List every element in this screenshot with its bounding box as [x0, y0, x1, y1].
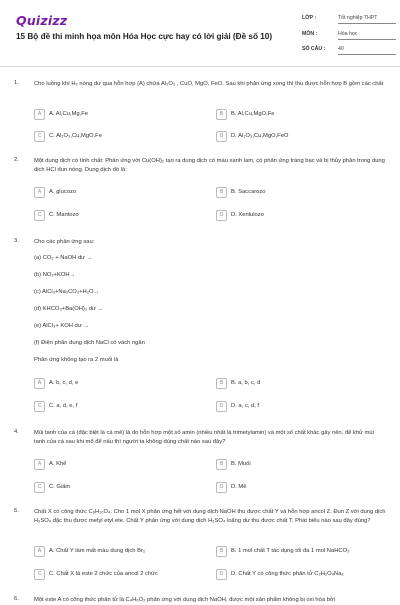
option-label: C. Mantozo — [49, 211, 79, 218]
option-c[interactable] — [34, 481, 210, 494]
option-letter: A — [34, 546, 45, 557]
meta-value: Tốt nghiệp THPT — [338, 15, 396, 24]
question-number: 4. — [14, 429, 19, 435]
option-label: A. Chất Y làm mất màu dung dịch Br₂ — [49, 547, 146, 554]
option-letter: C — [34, 482, 45, 493]
document-title: 15 Bộ đề thi minh họa môn Hóa Học cực hay có lời giải (Đề số 10) — [16, 32, 273, 41]
option-label: B. a, b, c, d — [231, 379, 261, 386]
option-letter: C — [34, 569, 45, 580]
option-label: A. Al,Cu,Mg,Fe — [49, 110, 88, 117]
option-label: B. Muối — [231, 460, 251, 467]
question-text: Cho luồng khí H₂ nóng dư qua hỗn hợp (A) chứa Al₂O₃ , CuO, MgO, FeO. Sau khi phản ứng xong thì thu được hỗn hợp B gồm các chất — [34, 81, 384, 87]
reaction-d: (d) KHCO₃+Ba(OH)₂ dư → — [34, 306, 104, 312]
option-c[interactable] — [34, 130, 210, 143]
question-prompt: Phản ứng không tạo ra 2 muối là — [34, 357, 119, 363]
option-letter: B — [216, 187, 227, 198]
header-divider — [0, 66, 400, 67]
question-number: 6. — [14, 596, 19, 602]
meta-value: Hóa học — [338, 31, 396, 40]
meta-key: SỐ CÂU : — [302, 46, 326, 52]
option-letter: B — [216, 378, 227, 389]
page-header — [0, 0, 400, 66]
option-a[interactable] — [34, 108, 210, 121]
meta-value: 40 — [338, 46, 396, 55]
option-d[interactable] — [216, 130, 392, 143]
option-c[interactable] — [34, 400, 210, 413]
meta-key: MÔN : — [302, 31, 318, 37]
option-label: A. Khế — [49, 460, 67, 467]
option-label: A. b, c, d, e — [49, 379, 79, 386]
reaction-b: (b) NO₂+KOH→ — [34, 272, 76, 278]
option-letter: A — [34, 459, 45, 470]
question-text: Chất X có công thức C₆H₁₀O₄. Cho 1 mol X phản ứng hết với dung dịch NaOH thu được chất Y và hỗn hợp ancol Z. Đun Z với dung dịch H₂SO₄ đặc thu được metyl etyl ete. Chất Y phản ứng với dung dịch H₂SO₄ loãng dư thu được chất T. Phát biểu nào sau đây đúng? — [34, 509, 386, 524]
question-text: Cho các phản ứng sau: — [34, 239, 95, 245]
option-c[interactable] — [34, 568, 210, 581]
option-a[interactable] — [34, 458, 210, 471]
option-b[interactable] — [216, 186, 392, 199]
option-d[interactable] — [216, 568, 392, 581]
option-label: B. 1 mol chất T tác dụng tối đa 1 mol NaHCO₃ — [231, 547, 350, 554]
option-letter: B — [216, 459, 227, 470]
option-letter: C — [34, 131, 45, 142]
reaction-c: (c) AlCl₃+Na₂CO₃+H₂O→ — [34, 289, 100, 295]
question-number: 3. — [14, 238, 19, 244]
option-label: C. Chất X là este 2 chức của ancol 2 chức — [49, 570, 158, 577]
option-label: D. a, c, d, f — [231, 402, 260, 409]
option-c[interactable] — [34, 209, 210, 222]
option-a[interactable] — [34, 545, 210, 558]
question-number: 2. — [14, 157, 19, 163]
option-a[interactable] — [34, 377, 210, 390]
option-letter: B — [216, 546, 227, 557]
option-label: C. Al₂O₃,Cu,MgO,Fe — [49, 132, 102, 139]
option-letter: D — [216, 482, 227, 493]
option-d[interactable] — [216, 209, 392, 222]
option-b[interactable] — [216, 108, 392, 121]
meta-key: LỚP : — [302, 15, 317, 21]
option-letter: D — [216, 131, 227, 142]
option-label: B. Al,Cu,MgO,Fe — [231, 110, 275, 117]
quizizz-logo: Quizizz — [16, 13, 68, 28]
option-b[interactable] — [216, 458, 392, 471]
option-a[interactable] — [34, 186, 210, 199]
option-letter: A — [34, 109, 45, 120]
option-label: C. a, d, e, f — [49, 402, 78, 409]
question-text: Một dung dịch có tính chất: Phản ứng với Cu(OH)₂ tạo ra dung dịch có màu xanh lam, có phản ứng tráng bạc và bị thủy phân trong dung dịch HCl đun nóng. Dung dịch đó là: — [34, 158, 385, 173]
option-label: D. Chất Y có công thức phân tử C₂H₂O₄Na₂ — [231, 570, 344, 577]
reaction-e: (e) AlCl₃+ KOH dư → — [34, 323, 90, 329]
option-d[interactable] — [216, 400, 392, 413]
option-letter: A — [34, 187, 45, 198]
option-label: D. Xenlulozo — [231, 211, 264, 218]
option-letter: B — [216, 109, 227, 120]
option-letter: D — [216, 569, 227, 580]
option-label: B. Saccarozo — [231, 188, 266, 195]
question-number: 5. — [14, 508, 19, 514]
option-label: A. glucozo — [49, 188, 77, 195]
question-text: Mùi tanh của cá (đặc biệt là cá mè) là do hỗn hợp một số amin (nhiều nhất là trimetylamin) và một số chất khác gây nên, để khử mùi tanh của cá sau khi mổ để nấu thì người ta không dùng chất nào sau đây? — [34, 430, 374, 445]
option-letter: C — [34, 401, 45, 412]
option-letter: D — [216, 210, 227, 221]
option-letter: C — [34, 210, 45, 221]
option-letter: A — [34, 378, 45, 389]
option-b[interactable] — [216, 545, 392, 558]
option-label: D. Al₂O₃,Cu,MgO,FeO — [231, 132, 289, 139]
reaction-f: (f) Điện phân dung dịch NaCl có vách ngăn — [34, 340, 145, 346]
option-label: C. Giấm — [49, 483, 71, 490]
question-text: Một este A có công thức phân tử là C₄H₆O₂ phản ứng với dung dịch NaOH, được một sản phẩm không bị oxi hóa bởi — [34, 597, 336, 603]
reaction-a: (a) CO₂ + NaOH dư → — [34, 255, 93, 261]
option-label: D. Mẻ — [231, 483, 247, 490]
option-letter: D — [216, 401, 227, 412]
question-number: 1. — [14, 80, 19, 86]
option-b[interactable] — [216, 377, 392, 390]
option-d[interactable] — [216, 481, 392, 494]
